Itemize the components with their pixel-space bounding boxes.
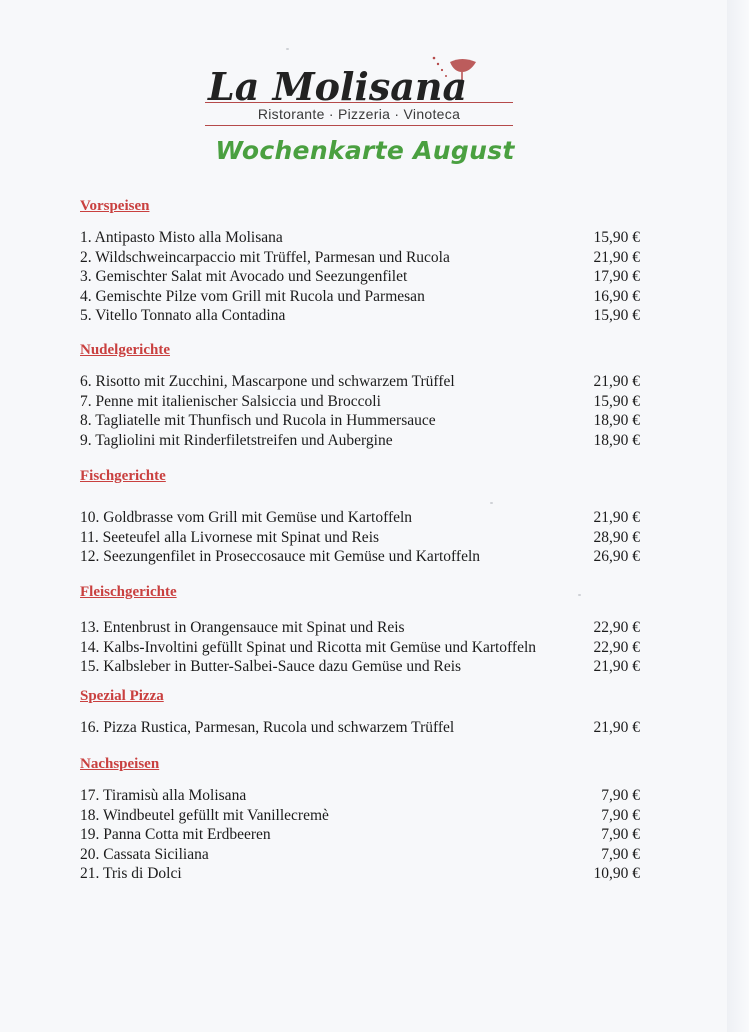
item-price: 7,90 € — [601, 806, 640, 824]
item-name: 7. Penne mit italienischer Salsiccia und Broccoli — [80, 392, 381, 410]
menu-item — [80, 547, 640, 567]
item-name: 10. Goldbrasse vom Grill mit Gemüse und Kartoffeln — [80, 509, 413, 526]
menu-item — [80, 528, 640, 548]
item-price: 21,90 € — [593, 658, 640, 675]
item-name: 11. Seeteufel alla Livornese mit Spinat und Reis — [80, 528, 380, 546]
item-price: 22,90 € — [593, 619, 640, 636]
item-name: 21. Tris di Dolci — [80, 865, 182, 882]
item-price: 7,90 € — [601, 845, 640, 863]
menu-item — [80, 845, 640, 865]
item-name: 18. Windbeutel gefüllt mit Vanillecremè — [80, 806, 329, 824]
menu-item — [80, 287, 640, 307]
item-price: 15,90 € — [593, 392, 640, 410]
item-price: 18,90 € — [593, 431, 640, 449]
menu-item — [80, 228, 640, 248]
item-price: 16,90 € — [593, 287, 640, 305]
menu-section — [80, 196, 640, 340]
menu-item — [80, 508, 640, 528]
item-name: 17. Tiramisù alla Molisana — [80, 787, 247, 804]
item-name: 2. Wildschweincarpaccio mit Trüffel, Parmesan und Rucola — [80, 248, 450, 266]
item-price: 22,90 € — [593, 638, 640, 656]
menu-item — [80, 392, 640, 412]
item-name: 16. Pizza Rustica, Parmesan, Rucola und schwarzem Trüffel — [80, 719, 455, 736]
section-title: Fischgerichte — [80, 468, 166, 484]
item-price: 21,90 € — [593, 719, 640, 736]
section-title: Vorspeisen — [80, 198, 150, 214]
item-price: 21,90 € — [593, 373, 640, 390]
item-name: 19. Panna Cotta mit Erdbeeren — [80, 826, 271, 843]
logo-text: La Molisana — [208, 64, 468, 109]
item-name: 20. Cassata Siciliana — [80, 845, 209, 863]
item-name: 12. Seezungenfilet in Proseccosauce mit Gemüse und Kartoffeln — [80, 548, 481, 565]
restaurant-subtitle: Ristorante · Pizzeria · Vinoteca — [205, 102, 513, 126]
item-name: 14. Kalbs-Involtini gefüllt Spinat und Ricotta mit Gemüse und Kartoffeln — [80, 638, 537, 656]
menu-item — [80, 864, 640, 884]
item-price: 7,90 € — [601, 787, 640, 804]
menu-section — [80, 466, 640, 582]
item-name: 8. Tagliatelle mit Thunfisch und Rucola in Hummersauce — [80, 412, 436, 429]
menu-item — [80, 806, 640, 826]
item-price: 10,90 € — [593, 865, 640, 882]
scan-speck — [578, 594, 581, 596]
item-price: 28,90 € — [593, 528, 640, 546]
menu-item — [80, 825, 640, 845]
menu-item — [80, 638, 640, 658]
item-name: 5. Vitello Tonnato alla Contadina — [80, 307, 286, 324]
section-title: Spezial Pizza — [80, 688, 164, 704]
menu-section — [80, 686, 640, 754]
menu-item — [80, 267, 640, 287]
menu-section — [80, 340, 640, 466]
menu-item — [80, 718, 640, 738]
menu-item — [80, 786, 640, 806]
section-title: Fleischgerichte — [80, 584, 177, 600]
menu-item — [80, 306, 640, 326]
scan-speck — [286, 48, 289, 50]
page-title: Wochenkarte August — [215, 136, 515, 165]
item-price: 17,90 € — [593, 268, 640, 285]
item-name: 9. Tagliolini mit Rinderfiletstreifen und Aubergine — [80, 431, 393, 449]
menu-section — [80, 754, 640, 884]
item-name: 13. Entenbrust in Orangensauce mit Spinat und Reis — [80, 619, 405, 636]
menu-header — [0, 38, 749, 178]
item-price: 15,90 € — [593, 229, 640, 246]
menu-section — [80, 582, 640, 686]
menu-item — [80, 411, 640, 431]
item-name: 6. Risotto mit Zucchini, Mascarpone und schwarzem Trüffel — [80, 373, 455, 390]
menu-item — [80, 657, 640, 677]
item-name: 1. Antipasto Misto alla Molisana — [80, 229, 283, 246]
item-price: 21,90 € — [593, 248, 640, 266]
item-price: 26,90 € — [593, 548, 640, 565]
section-title: Nachspeisen — [80, 756, 160, 772]
item-name: 4. Gemischte Pilze vom Grill mit Rucola und Parmesan — [80, 287, 425, 305]
item-price: 15,90 € — [593, 307, 640, 324]
menu-item — [80, 248, 640, 268]
scan-speck — [490, 502, 493, 504]
item-price: 21,90 € — [593, 509, 640, 526]
menu-item — [80, 431, 640, 451]
section-title: Nudelgerichte — [80, 342, 170, 358]
menu-list — [80, 196, 640, 884]
item-price: 7,90 € — [601, 826, 640, 843]
menu-item — [80, 372, 640, 392]
item-price: 18,90 € — [593, 412, 640, 429]
item-name: 3. Gemischter Salat mit Avocado und Seezungenfilet — [80, 268, 408, 285]
item-name: 15. Kalbsleber in Butter-Salbei-Sauce dazu Gemüse und Reis — [80, 658, 462, 675]
menu-item — [80, 618, 640, 638]
